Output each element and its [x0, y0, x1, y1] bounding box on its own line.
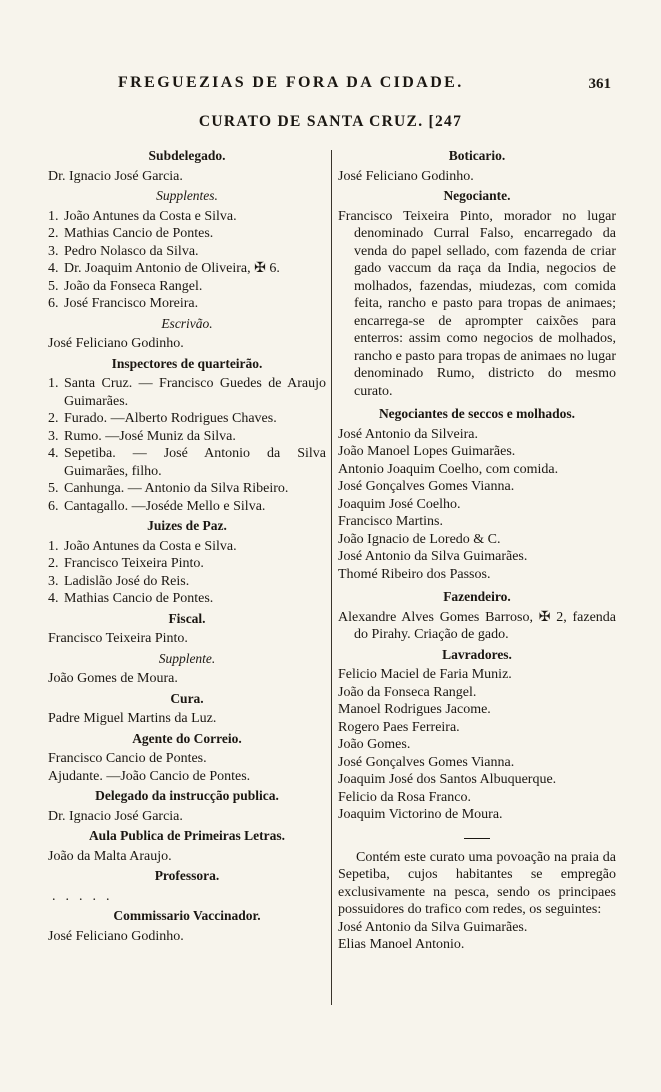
heading-instrucao: Delegado da instrucção publica. [95, 788, 279, 803]
list-item: 5. Canhunga. — Antonio da Silva Ribeiro. [48, 481, 289, 496]
list-item: João Gomes. [338, 737, 411, 752]
section-title: CURATO DE SANTA CRUZ. [247 [198, 113, 463, 130]
list-item: 4. Sepetiba. — José Antonio da Silva Guimarães, filho. [48, 446, 326, 479]
list-item: 3. Rumo. —José Muniz da Silva. [48, 428, 236, 444]
juizes-list [48, 538, 326, 608]
page-number: 361 [588, 76, 611, 92]
heading-inspectores: Inspectores de quarteirão. [111, 355, 263, 371]
nota-name: Elias Manoel Antonio. [338, 937, 465, 952]
heading-escrivao: Escrivão. [161, 315, 213, 331]
supplentes-list [48, 208, 326, 313]
heading-fazendeiro: Fazendeiro. [443, 589, 511, 604]
list-item: 2. Francisco Teixeira Pinto. [48, 556, 204, 571]
section-rule [464, 838, 490, 839]
heading-vaccinador: Commissario Vaccinador. [113, 908, 261, 923]
cura-name: Padre Miguel Martins da Luz. [48, 711, 217, 726]
list-item: Joaquim José dos Santos Albuquerque. [338, 772, 557, 787]
nota-text: Contém este curato uma povoação na praia da Sepetiba, cujos habitantes se empregão exclusivamente na pesca, sendo os principaes possuidores do trafico com redes, os seguintes: [338, 849, 616, 917]
seccos-list [338, 426, 616, 584]
list-item: João da Fonseca Rangel. [338, 684, 477, 700]
list-item: José Gonçalves Gomes Vianna. [338, 479, 515, 494]
list-item: 3. Ladislão José do Reis. [48, 573, 190, 589]
heading-fiscal: Fiscal. [168, 610, 206, 626]
spacer [338, 583, 616, 586]
column-divider [331, 150, 332, 1005]
list-item: 3. Pedro Nolasco da Silva. [48, 243, 199, 259]
negociante-text: Francisco Teixeira Pinto, morador no lugar denominado Curral Falso, encarregado da venda do papel sellado, com fazenda de criar gado vaccum da raça da India, negocios de molhados, fazendas, miudezas, com comida feita, rancho e pasto para tropas de animaes; encarrega-se de aprompter caixões para enterros: assim como negocios de molhados, rancho e pasto para tropas de animaes no lugar denominado Rumo, districto do mesmo curato. [338, 208, 617, 399]
list-item: 1. João Antunes da Costa e Silva. [48, 208, 237, 224]
list-item: Francisco Martins. [338, 514, 443, 529]
list-item: João Ignacio de Loredo & C. [338, 531, 501, 547]
list-item: Felicio da Rosa Franco. [338, 789, 471, 805]
list-item: Felicio Maciel de Faria Muniz. [338, 667, 512, 682]
list-item: Joaquim Victorino de Moura. [338, 807, 503, 822]
fiscal-name: Francisco Teixeira Pinto. [48, 631, 188, 646]
list-item: 4. Mathias Cancio de Pontes. [48, 591, 214, 606]
correio-line: Francisco Cancio de Pontes. [48, 751, 207, 766]
inspectores-list [48, 375, 326, 515]
list-item: 2. Furado. —Alberto Rodrigues Chaves. [48, 411, 277, 426]
list-item: Manoel Rodrigues Jacome. [338, 702, 491, 717]
heading-lavradores: Lavradores. [442, 646, 512, 662]
instrucao-name: Dr. Ignacio José Garcia. [48, 808, 183, 824]
list-item: Thomé Ribeiro dos Passos. [338, 566, 491, 582]
heading-supplente: Supplente. [158, 650, 216, 666]
professora-dots: ..... [52, 888, 120, 904]
left-column [48, 145, 326, 945]
heading-negociante: Negociante. [443, 188, 511, 203]
aula-name: João da Malta Araujo. [48, 848, 172, 864]
list-item: José Antonio da Silveira. [338, 426, 478, 442]
heading-seccos: Negociantes de seccos e molhados. [378, 406, 576, 421]
nota-name: José Antonio da Silva Guimarães. [338, 919, 528, 935]
subdelegado-name: Dr. Ignacio José Garcia. [48, 168, 183, 184]
running-header [0, 74, 661, 98]
heading-subdelegado: Subdelegado. [148, 148, 226, 163]
list-item: José Antonio da Silva Guimarães. [338, 549, 528, 564]
boticario-name: José Feliciano Godinho. [338, 168, 474, 184]
list-item: Rogero Paes Ferreira. [338, 719, 460, 735]
heading-aula: Aula Publica de Primeiras Letras. [88, 828, 286, 843]
correio-line: Ajudante. —João Cancio de Pontes. [48, 768, 251, 784]
supplente-name: João Gomes de Moura. [48, 671, 178, 686]
running-title: FREGUEZIAS DE FORA DA CIDADE. [118, 74, 464, 91]
heading-supplentes: Supplentes. [156, 188, 218, 203]
heading-cura: Cura. [170, 690, 204, 706]
list-item: 1. Santa Cruz. — Francisco Guedes de Araujo Guimarães. [48, 376, 326, 409]
heading-professora: Professora. [154, 868, 220, 883]
list-item: José Gonçalves Gomes Vianna. [338, 754, 515, 770]
heading-juizes: Juizes de Paz. [147, 518, 227, 533]
list-item: 5. João da Fonseca Rangel. [48, 278, 203, 294]
heading-boticario: Boticario. [448, 148, 506, 163]
list-item: 1. João Antunes da Costa e Silva. [48, 538, 237, 554]
vaccinador-name: José Feliciano Godinho. [48, 928, 184, 944]
list-item: 6. Cantagallo. —Joséde Mello e Silva. [48, 498, 266, 514]
spacer [338, 400, 616, 403]
heading-correio: Agente do Correio. [132, 730, 242, 746]
list-item: Joaquim José Coelho. [338, 496, 461, 512]
list-item: João Manoel Lopes Guimarães. [338, 444, 516, 459]
list-item: 4. Dr. Joaquim Antonio de Oliveira, ✠ 6. [48, 261, 280, 276]
fazendeiro-text: Alexandre Alves Gomes Barroso, ✠ 2, fazenda do Pirahy. Criação de gado. [338, 609, 616, 642]
list-item: Antonio Joaquim Coelho, com comida. [338, 461, 559, 477]
list-item: 6. José Francisco Moreira. [48, 296, 199, 311]
right-column [338, 145, 616, 954]
escrivao-name: José Feliciano Godinho. [48, 336, 184, 351]
list-item: 2. Mathias Cancio de Pontes. [48, 226, 214, 241]
lavradores-list [338, 666, 616, 824]
